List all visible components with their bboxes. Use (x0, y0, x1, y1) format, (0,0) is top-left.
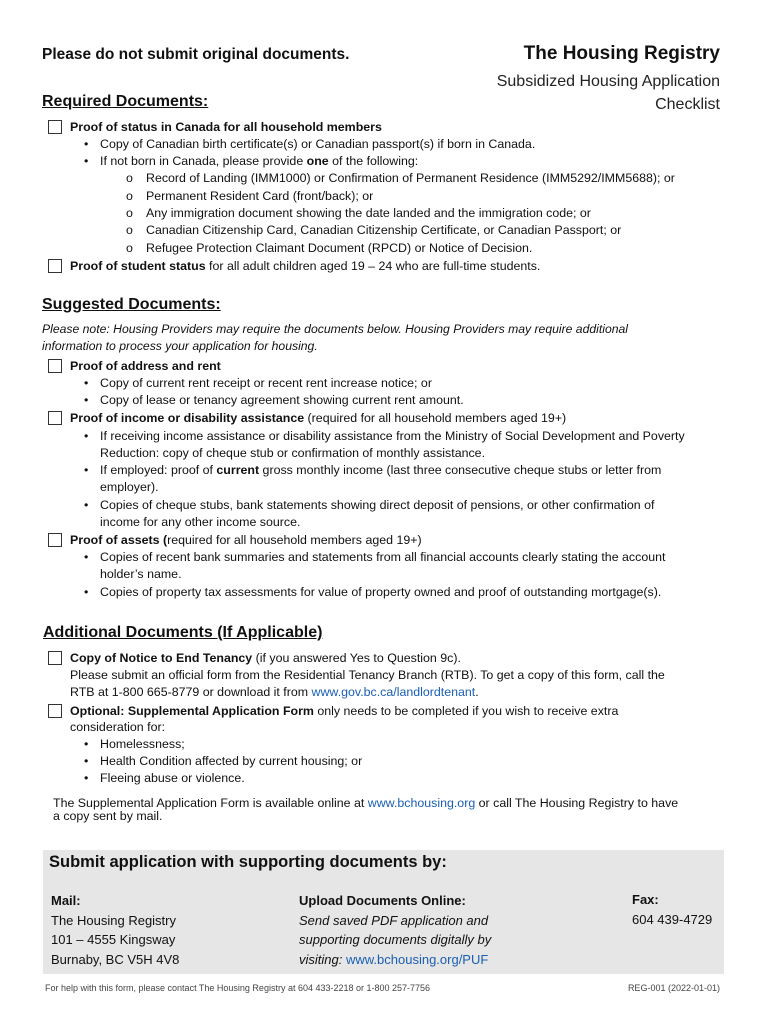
notice-instructions: Please submit an official form from the Residential Tenancy Branch (RTB). To get a copy of this form, call the (70, 668, 665, 682)
subtitle-line-1: Subsidized Housing Application (496, 73, 720, 90)
supplemental-form-checkbox[interactable] (48, 704, 62, 718)
supplemental-bullet-2: • Health Condition affected by current housing; or (100, 753, 362, 770)
income-bullet-2-cont: employer). (100, 480, 159, 494)
address-rent-checkbox[interactable] (48, 359, 62, 373)
bchousing-link[interactable]: www.bchousing.org (367, 796, 476, 810)
status-option-5: o Refugee Protection Claimant Document (RPCD) or Notice of Decision. (146, 240, 532, 257)
help-footer: For help with this form, please contact The Housing Registry at 604 433-2218 or 1-800 257-7756 (45, 983, 431, 993)
assets-bullet-2: • Copies of property tax assessments for value of property owned and proof of outstanding mortgage(s). (100, 584, 661, 601)
status-option-1: o Record of Landing (IMM1000) or Confirmation of Permanent Residence (IMM5292/IMM5688); or (146, 170, 675, 187)
income-bullet-1: • If receiving income assistance or disability assistance from the Ministry of Social Development and Poverty (100, 428, 685, 445)
upload-line-1: Send saved PDF application and (299, 912, 489, 928)
supplemental-availability: The Supplemental Application Form is available online at www.bchousing.org or call The Housing Registry to have (53, 796, 679, 810)
upload-line-3: visiting: www.bchousing.org/PUF (299, 951, 489, 967)
supplemental-form-cont: consideration for: (70, 720, 166, 734)
notice-end-tenancy-checkbox[interactable] (48, 651, 62, 665)
assets-bullet-1: • Copies of recent bank summaries and statements from all financial accounts clearly stating the account (100, 549, 665, 566)
income-bullet-3-cont: income for any other income source. (100, 515, 301, 529)
suggested-note-line-1: Please note: Housing Providers may require the documents below. Housing Providers may require additional (42, 322, 628, 336)
mail-label: Mail: (51, 893, 81, 908)
upload-label: Upload Documents Online: (299, 893, 466, 908)
upload-column (299, 891, 491, 969)
supplemental-bullet-3: • Fleeing abuse or violence. (100, 770, 245, 787)
status-checkbox[interactable] (48, 120, 62, 134)
status-bullet-birth: • Copy of Canadian birth certificate(s) or Canadian passport(s) if born in Canada. (100, 136, 535, 153)
notice-rtb-contact: RTB at 1-800 665-8779 or download it from www.gov.bc.ca/landlordtenant. (70, 685, 479, 699)
subtitle-line-2: Checklist (655, 96, 720, 113)
page-title: The Housing Registry (523, 43, 720, 64)
additional-documents-heading: Additional Documents (If Applicable) (43, 624, 323, 641)
upload-line-2: supporting documents digitally by (299, 932, 492, 947)
student-status-label: Proof of student status for all adult children aged 19 – 24 who are full-time students. (70, 259, 541, 273)
address-rent-label: Proof of address and rent (70, 359, 221, 373)
original-documents-notice: Please do not submit original documents. (42, 46, 350, 63)
fax-column (632, 890, 712, 929)
supplemental-bullet-1: • Homelessness; (100, 736, 185, 753)
supplemental-form-label: Optional: Supplemental Application Form only needs to be completed if you wish to receive extra (70, 704, 619, 718)
income-label: Proof of income or disability assistance (required for all household members aged 19+) (70, 411, 567, 425)
suggested-note-line-2: information to process your application for housing. (42, 339, 318, 353)
mail-column (51, 891, 179, 969)
income-bullet-1-cont: Reduction: copy of cheque stub or confirmation of monthly assistance. (100, 446, 486, 460)
mail-line-2: 101 – 4555 Kingsway (51, 932, 176, 947)
required-documents-heading: Required Documents: (42, 93, 209, 110)
form-code: REG-001 (2022-01-01) (627, 983, 720, 993)
address-bullet-1: • Copy of current rent receipt or recent rent increase notice; or (100, 375, 432, 392)
supplemental-availability-cont: a copy sent by mail. (53, 809, 163, 823)
submit-title: Submit application with supporting documents by: (49, 853, 447, 871)
address-bullet-2: • Copy of lease or tenancy agreement showing current rent amount. (100, 392, 464, 409)
status-bullet-not-born: • If not born in Canada, please provide one of the following: (100, 153, 418, 170)
suggested-documents-heading: Suggested Documents: (42, 296, 221, 313)
page-subtitle (460, 70, 720, 116)
status-option-3: o Any immigration document showing the date landed and the immigration code; or (146, 205, 591, 222)
status-label: Proof of status in Canada for all household members (70, 120, 382, 134)
landlordtenant-link[interactable]: www.gov.bc.ca/landlordtenant (311, 685, 476, 699)
income-checkbox[interactable] (48, 411, 62, 425)
notice-end-tenancy-label: Copy of Notice to End Tenancy (if you answered Yes to Question 9c). (70, 651, 461, 665)
assets-checkbox[interactable] (48, 533, 62, 547)
mail-line-3: Burnaby, BC V5H 4V8 (51, 951, 180, 967)
mail-line-1: The Housing Registry (51, 912, 176, 928)
status-option-2: o Permanent Resident Card (front/back); or (146, 188, 373, 205)
income-bullet-2: • If employed: proof of current gross monthly income (last three consecutive cheque stubs or letter from (100, 462, 661, 479)
fax-label: Fax: (632, 892, 659, 907)
fax-number: 604 439-4729 (632, 911, 713, 927)
assets-label: Proof of assets (required for all household members aged 19+) (70, 533, 422, 547)
income-bullet-3: • Copies of cheque stubs, bank statements showing direct deposit of pensions, or other confirmation of (100, 497, 654, 514)
upload-puf-link[interactable]: www.bchousing.org/PUF (345, 951, 489, 967)
assets-bullet-1-cont: holder’s name. (100, 567, 182, 581)
student-status-checkbox[interactable] (48, 259, 62, 273)
status-option-4: o Canadian Citizenship Card, Canadian Citizenship Certificate, or Canadian Passport; or (146, 222, 621, 239)
